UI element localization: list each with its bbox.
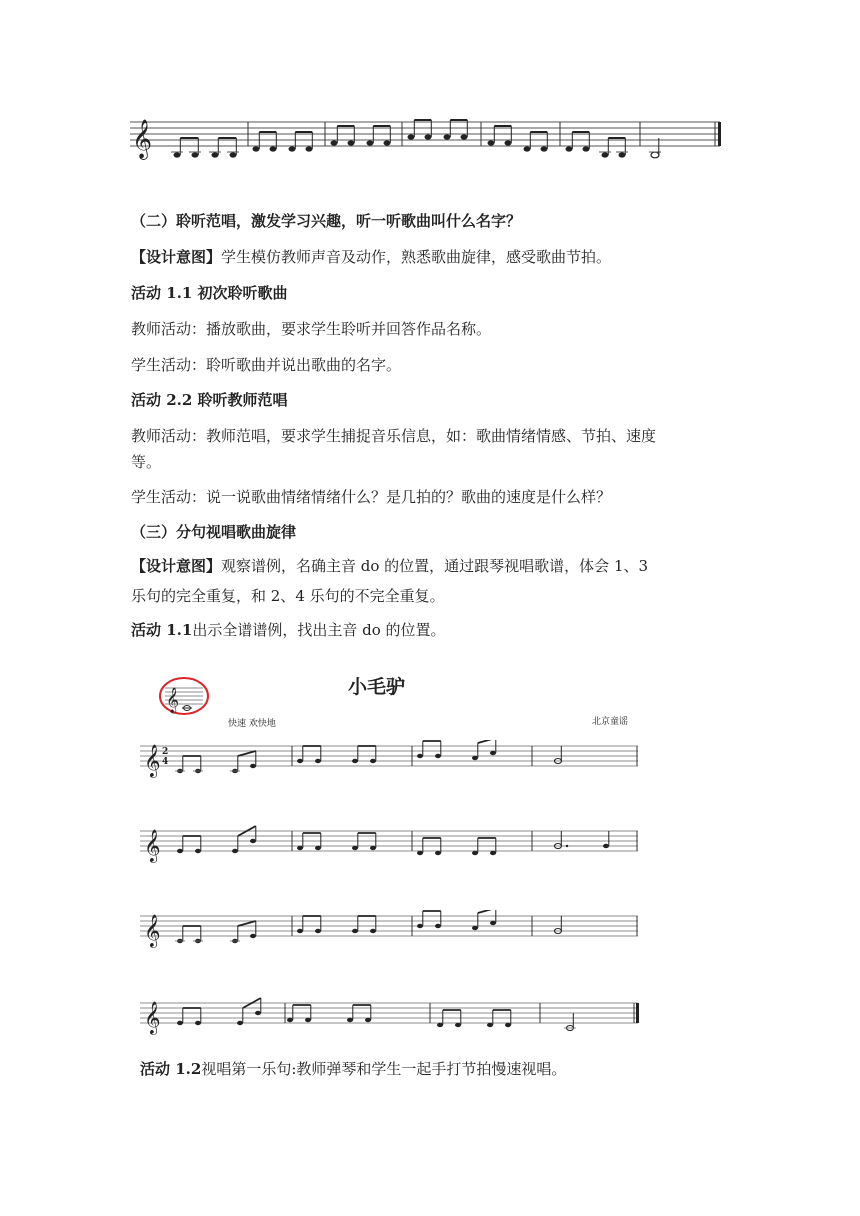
tempo-marking: 快速 欢快地: [228, 719, 276, 729]
section2-intent: [131, 246, 611, 268]
activity-3-1-title: 活动 1.1: [131, 621, 193, 639]
dot: [566, 845, 568, 847]
note-head: [490, 751, 496, 755]
note-head: [370, 929, 376, 933]
note-head: [541, 146, 548, 151]
note-head: [250, 764, 256, 768]
note-beam: [478, 740, 496, 743]
note-head: [490, 921, 496, 925]
note-head: [619, 152, 626, 157]
note-head: [425, 134, 432, 139]
note-head: [255, 1011, 261, 1015]
note-head: [455, 1023, 461, 1027]
note-head: [408, 134, 415, 139]
note-head: [315, 846, 321, 850]
note-head: [192, 152, 199, 157]
note-head: [370, 846, 376, 850]
note-head: [289, 146, 296, 151]
note-head: [444, 134, 451, 139]
note-head: [417, 851, 423, 855]
note-head: [297, 759, 303, 763]
half-note-head: [651, 152, 659, 158]
note-head: [315, 759, 321, 763]
note-head: [352, 759, 358, 763]
activity-2-2-teacher-line1: 教师活动：教师范唱，要求学生捕捉音乐信息，如：歌曲情绪情感、节拍、速度: [131, 427, 657, 445]
note-head: [212, 152, 219, 157]
highlight-circle: [157, 675, 211, 717]
note-head: [524, 146, 531, 151]
composer: 北京童谣: [592, 717, 629, 727]
note-head: [174, 152, 181, 157]
note-head: [472, 756, 478, 760]
note-head: [287, 1018, 293, 1022]
time-signature-top: 2: [162, 747, 169, 757]
note-head: [177, 1021, 183, 1025]
activity-3-2: [140, 1058, 566, 1080]
note-head: [348, 140, 355, 145]
note-head: [370, 759, 376, 763]
note-head: [505, 1023, 511, 1027]
note-head: [435, 754, 441, 758]
note-head: [352, 846, 358, 850]
note-head: [352, 929, 358, 933]
intent-label-3: 【设计意图】: [131, 557, 222, 575]
note-head: [488, 140, 495, 145]
note-head: [367, 140, 374, 145]
note-head: [195, 849, 201, 853]
section3-intent-line2: 乐句的完全重复，和 2、4 乐句的不完全重复。: [131, 587, 445, 605]
note-head: [347, 1018, 353, 1022]
note-head: [232, 849, 238, 853]
treble-clef-icon: 𝄞: [144, 829, 161, 862]
note-head: [417, 924, 423, 928]
note-head: [472, 851, 478, 855]
note-head: [253, 146, 260, 151]
section3-intent-line1: [131, 555, 648, 577]
intent-text-3-line1: 观察谱例，名确主音 do 的位置，通过跟琴视唱歌谱，体会 1、3: [221, 557, 649, 575]
note-head: [417, 754, 423, 758]
activity-2-2-teacher-line2: 等。: [131, 453, 162, 471]
activity-1-1-teacher: 教师活动：播放歌曲，要求学生聆听并回答作品名称。: [131, 320, 492, 338]
note-head: [384, 140, 391, 145]
note-head: [490, 851, 496, 855]
activity-1-1-title: 活动 1.1 初次聆听歌曲: [131, 284, 288, 302]
activity-2-2-title: 活动 2.2 聆听教师范唱: [131, 391, 288, 409]
note-head: [435, 924, 441, 928]
note-head: [583, 146, 590, 151]
note-head: [437, 1023, 443, 1027]
note-head: [177, 849, 183, 853]
note-head: [297, 929, 303, 933]
note-beam: [478, 910, 496, 913]
note-head: [270, 146, 277, 151]
note-beam: [238, 751, 256, 756]
note-head: [305, 1018, 311, 1022]
activity-3-1-text: 出示全谱谱例，找出主音 do 的位置。: [192, 621, 446, 639]
activity-1-1-student: 学生活动：聆听歌曲并说出歌曲的名字。: [131, 356, 402, 374]
note-head: [315, 929, 321, 933]
score-staff-2: [140, 825, 645, 865]
intent-label: 【设计意图】: [131, 248, 222, 266]
score-staff-3: [140, 910, 645, 950]
note-head: [306, 146, 313, 151]
note-head: [505, 140, 512, 145]
note-head: [461, 134, 468, 139]
note-head: [472, 926, 478, 930]
treble-clef-icon: 𝄞: [144, 744, 161, 777]
section2-heading: （二）聆听范唱，激发学习兴趣，听一听歌曲叫什么名字？: [131, 212, 522, 230]
note-head: [250, 839, 256, 843]
treble-clef-icon: 𝄞: [144, 914, 161, 947]
time-signature-bottom: 4: [162, 757, 169, 767]
activity-3-2-title: 活动 1.2: [140, 1060, 202, 1078]
activity-3-2-text: 视唱第一乐句:教师弹琴和学生一起手打节拍慢速视唱。: [201, 1060, 567, 1078]
activity-3-1: [131, 619, 446, 641]
note-head: [435, 851, 441, 855]
note-head: [602, 152, 609, 157]
note-head: [195, 1021, 201, 1025]
score-staff-1: [140, 740, 645, 780]
svg-text:𝄞: 𝄞: [166, 688, 180, 713]
treble-clef-icon: 𝄞: [144, 1001, 161, 1034]
note-head: [331, 140, 338, 145]
activity-2-2-student: 学生活动：说一说歌曲情绪情绪什么？是几拍的？歌曲的速度是什么样？: [131, 488, 612, 506]
note-head: [487, 1023, 493, 1027]
note-head: [297, 846, 303, 850]
score-staff-4: [140, 997, 645, 1037]
note-head: [250, 934, 256, 938]
note-head: [365, 1018, 371, 1022]
note-head: [603, 844, 609, 848]
section3-heading: （三）分句视唱歌曲旋律: [131, 523, 297, 541]
intent-text: 学生模仿教师声音及动作，熟悉歌曲旋律，感受歌曲节拍。: [221, 248, 612, 266]
note-beam: [238, 921, 256, 926]
note-head: [237, 1021, 243, 1025]
note-head: [230, 152, 237, 157]
note-head: [566, 146, 573, 151]
song-title: 小毛驴: [348, 676, 406, 698]
treble-clef-icon: 𝄞: [132, 119, 153, 159]
scale-exercise-staff: [125, 110, 725, 170]
